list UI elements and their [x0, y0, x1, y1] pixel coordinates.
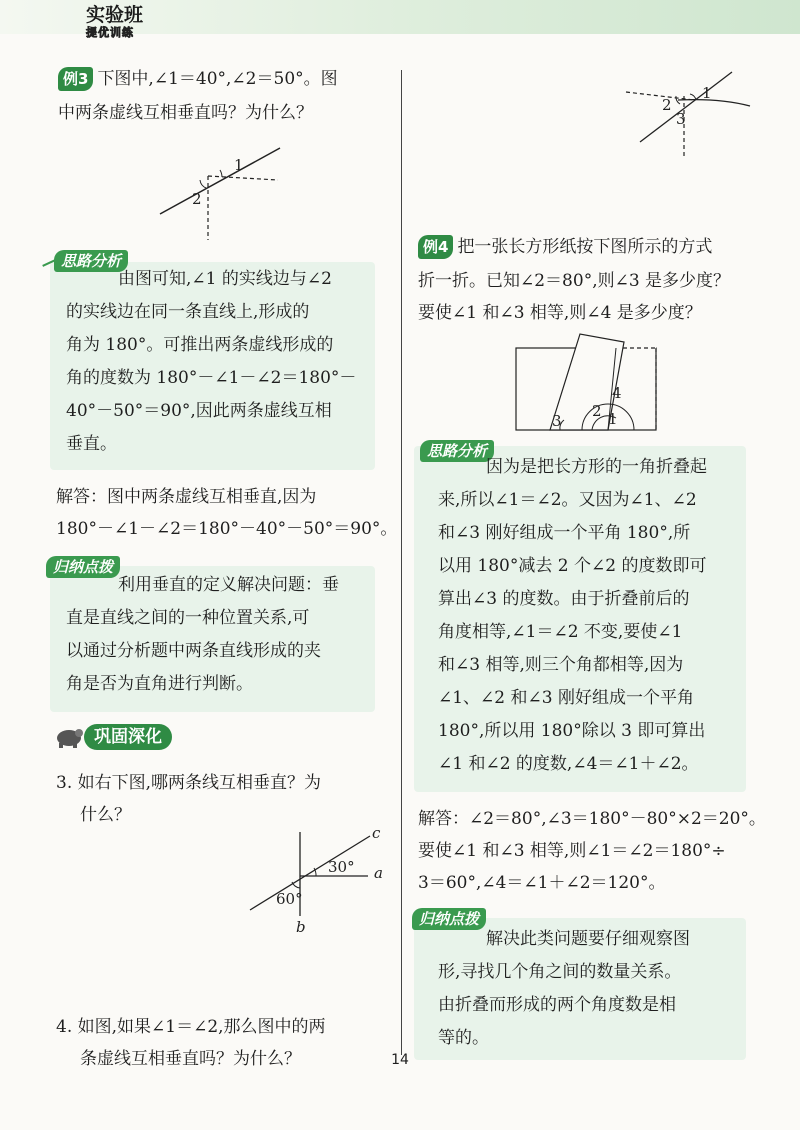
summary3-line: 直是直线之间的一种位置关系,可: [66, 608, 310, 628]
example4-line1: [418, 232, 712, 263]
analysis4-line: 因为是把长方形的一角折叠起: [486, 457, 707, 477]
ex4-label-3: 3: [552, 412, 562, 430]
summary4-line: 等的。: [438, 1028, 489, 1048]
column-divider: [401, 70, 402, 1055]
answer4-line: 3＝60°,∠4＝∠1＋∠2＝120°。: [418, 873, 666, 893]
q3-line1: 3. 如右下图,哪两条线互相垂直？为: [56, 773, 322, 793]
page-number: 14: [391, 1052, 409, 1068]
q3-label-c: c: [372, 824, 381, 842]
analysis3-line: 的实线边在同一条直线上,形成的: [66, 302, 310, 322]
q3-label-a: a: [374, 864, 383, 882]
q4-figure: [620, 72, 760, 162]
fig3-label-2: 2: [192, 190, 202, 208]
brand-title: 实验班: [86, 4, 144, 26]
analysis3-line: 垂直。: [66, 434, 117, 454]
ex4-label-2: 2: [592, 402, 602, 420]
analysis4-line: ∠1、∠2 和∠3 刚好组成一个平角: [438, 688, 694, 708]
analysis4-line: 以用 180°减去 2 个∠2 的度数即可: [438, 556, 707, 576]
answer4-line: 要使∠1 和∠3 相等,则∠1＝∠2＝180°÷: [418, 841, 726, 861]
q4-line1: 4. 如图,如果∠1＝∠2,那么图中的两: [56, 1017, 326, 1037]
analysis4-line: 来,所以∠1＝∠2。又因为∠1、∠2: [438, 490, 697, 510]
summary4-line: 形,寻找几个角之间的数量关系。: [438, 962, 682, 982]
summary3-tag: 归纳点拨: [46, 556, 120, 578]
q4-label-1: 1: [702, 84, 712, 102]
q4-line2: 条虚线互相垂直吗？为什么？: [80, 1049, 301, 1069]
analysis4-line: ∠1 和∠2 的度数,∠4＝∠1＋∠2。: [438, 754, 699, 774]
summary4-line: 解决此类问题要仔细观察图: [486, 929, 690, 949]
analysis3-line: 角的度数为 180°－∠1－∠2＝180°－: [66, 368, 357, 388]
summary3-line: 利用垂直的定义解决问题：垂: [118, 575, 339, 595]
example3-badge: 例3: [58, 67, 93, 91]
analysis4-tag: 思路分析: [420, 440, 494, 462]
answer4-line: 解答：∠2＝80°,∠3＝180°－80°×2＝20°。: [418, 809, 766, 829]
summary4-tag: 归纳点拨: [412, 908, 486, 930]
summary4-line: 由折叠而形成的两个角度数是相: [438, 995, 676, 1015]
example4-line2: 折一折。已知∠2＝80°,则∠3 是多少度？: [418, 271, 731, 291]
summary3-line: 以通过分析题中两条直线形成的夹: [66, 641, 321, 661]
example4-line3: 要使∠1 和∠3 相等,则∠4 是多少度？: [418, 303, 702, 323]
q3-figure: [240, 826, 390, 936]
q3-label-60: 60°: [276, 890, 303, 908]
example3-line2: 中两条虚线互相垂直吗？为什么？: [58, 103, 313, 123]
analysis3-line: 40°－50°＝90°,因此两条虚线互相: [66, 401, 332, 421]
analysis3-line: 由图可知,∠1 的实线边与∠2: [118, 269, 332, 289]
analysis4-line: 角度相等,∠1＝∠2 不变,要使∠1: [438, 622, 683, 642]
brand-logo: [86, 6, 143, 38]
q4-label-3: 3: [676, 110, 686, 128]
ex4-label-1: 1: [608, 410, 618, 428]
turtle-icon: [54, 724, 84, 750]
q3-label-b: b: [296, 918, 306, 936]
example3-figure: [150, 140, 290, 250]
analysis3-line: 角为 180°。可推出两条虚线形成的: [66, 335, 334, 355]
q3-line2: 什么？: [80, 805, 131, 825]
example4-badge: 例4: [418, 235, 453, 259]
example4-figure: [512, 334, 662, 434]
q4-label-2: 2: [662, 96, 672, 114]
example3-text1: 下图中,∠1＝40°,∠2＝50°。图: [97, 69, 338, 89]
example4-text1: 把一张长方形纸按下图所示的方式: [457, 237, 713, 257]
answer3-line: 解答：图中两条虚线互相垂直,因为: [56, 487, 317, 507]
analysis4-line: 180°,所以用 180°除以 3 即可算出: [438, 721, 706, 741]
summary3-line: 角是否为直角进行判断。: [66, 674, 253, 694]
fig3-label-1: 1: [234, 156, 244, 174]
section-title: 巩固深化: [84, 724, 172, 750]
example3-line1: [58, 64, 338, 95]
answer3-line: 180°－∠1－∠2＝180°－40°－50°＝90°。: [56, 519, 398, 539]
analysis4-line: 算出∠3 的度数。由于折叠前后的: [438, 589, 690, 609]
analysis4-line: 和∠3 相等,则三个角都相等,因为: [438, 655, 684, 675]
ex4-label-4: 4: [612, 384, 622, 402]
analysis4-line: 和∠3 刚好组成一个平角 180°,所: [438, 523, 691, 543]
analysis3-tag: 思路分析: [54, 250, 128, 272]
q3-label-30: 30°: [328, 858, 355, 876]
brand-subtitle: 提优训练: [86, 26, 134, 39]
